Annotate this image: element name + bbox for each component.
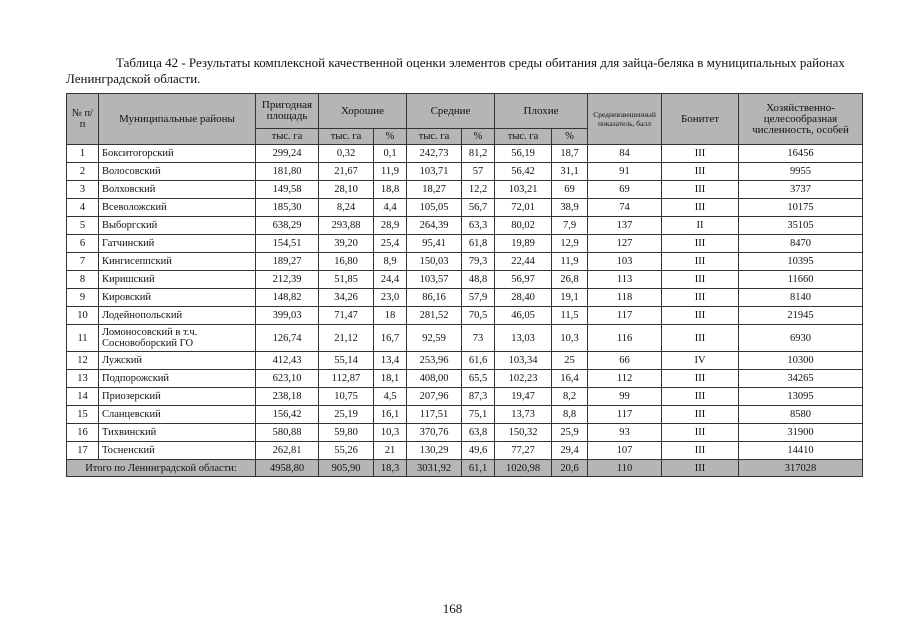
good-pct: 18	[374, 307, 407, 325]
score: 118	[588, 289, 662, 307]
row-num: 2	[67, 163, 99, 181]
good-area: 293,88	[319, 217, 374, 235]
good-area: 55,26	[319, 442, 374, 460]
table-row	[67, 289, 863, 307]
district-name: Ломоносовский в т.ч. Сосновоборский ГО	[99, 325, 256, 352]
header-economic: Хозяйственно-целесообразная численность, особей	[739, 94, 863, 145]
good-pct: 4,5	[374, 388, 407, 406]
good-pct: 24,4	[374, 271, 407, 289]
district-name: Кингисеппский	[99, 253, 256, 271]
bad-area: 19,89	[495, 235, 552, 253]
good-area: 71,47	[319, 307, 374, 325]
district-name: Лужский	[99, 352, 256, 370]
bonitet: III	[662, 181, 739, 199]
suitable-area: 412,43	[256, 352, 319, 370]
bad-area: 19,47	[495, 388, 552, 406]
economic-count: 9955	[739, 163, 863, 181]
bonitet: III	[662, 235, 739, 253]
medium-area: 103,57	[407, 271, 462, 289]
bad-pct: 18,7	[552, 145, 588, 163]
medium-pct: 56,7	[462, 199, 495, 217]
district-name: Гатчинский	[99, 235, 256, 253]
medium-pct: 65,5	[462, 370, 495, 388]
table-row	[67, 442, 863, 460]
header-score: Средневзвешенный показатель, балл	[588, 94, 662, 145]
score: 112	[588, 370, 662, 388]
suitable-area: 148,82	[256, 289, 319, 307]
header-good: Хорошие	[319, 94, 407, 129]
district-name: Приозерский	[99, 388, 256, 406]
district-name: Всеволожский	[99, 199, 256, 217]
economic-count: 13095	[739, 388, 863, 406]
district-name: Кировский	[99, 289, 256, 307]
total-good-pct: 18,3	[374, 460, 407, 477]
header-bad: Плохие	[495, 94, 588, 129]
score: 127	[588, 235, 662, 253]
medium-area: 86,16	[407, 289, 462, 307]
bad-area: 56,19	[495, 145, 552, 163]
district-name: Тихвинский	[99, 424, 256, 442]
score: 66	[588, 352, 662, 370]
table-row	[67, 352, 863, 370]
medium-area: 150,03	[407, 253, 462, 271]
medium-pct: 61,8	[462, 235, 495, 253]
bad-area: 150,32	[495, 424, 552, 442]
good-area: 0,32	[319, 145, 374, 163]
suitable-area: 189,27	[256, 253, 319, 271]
bonitet: III	[662, 370, 739, 388]
row-num: 17	[67, 442, 99, 460]
header-medium: Средние	[407, 94, 495, 129]
table-row	[67, 235, 863, 253]
bad-pct: 7,9	[552, 217, 588, 235]
bad-area: 28,40	[495, 289, 552, 307]
row-num: 12	[67, 352, 99, 370]
row-num: 10	[67, 307, 99, 325]
good-pct: 4,4	[374, 199, 407, 217]
total-bad-pct: 20,6	[552, 460, 588, 477]
habitat-assessment-table	[66, 93, 863, 477]
medium-area: 18,27	[407, 181, 462, 199]
score: 107	[588, 442, 662, 460]
medium-pct: 57,9	[462, 289, 495, 307]
good-pct: 13,4	[374, 352, 407, 370]
medium-area: 117,51	[407, 406, 462, 424]
suitable-area: 156,42	[256, 406, 319, 424]
good-area: 51,85	[319, 271, 374, 289]
suitable-area: 399,03	[256, 307, 319, 325]
bad-area: 22,44	[495, 253, 552, 271]
suitable-area: 262,81	[256, 442, 319, 460]
good-pct: 16,1	[374, 406, 407, 424]
medium-area: 242,73	[407, 145, 462, 163]
economic-count: 8140	[739, 289, 863, 307]
bad-pct: 11,5	[552, 307, 588, 325]
bad-area: 103,21	[495, 181, 552, 199]
medium-area: 264,39	[407, 217, 462, 235]
medium-area: 95,41	[407, 235, 462, 253]
row-num: 5	[67, 217, 99, 235]
row-num: 14	[67, 388, 99, 406]
suitable-area: 154,51	[256, 235, 319, 253]
unit-med-area: тыс. га	[407, 129, 462, 145]
bad-pct: 31,1	[552, 163, 588, 181]
table-row	[67, 181, 863, 199]
score: 91	[588, 163, 662, 181]
medium-area: 92,59	[407, 325, 462, 352]
good-pct: 21	[374, 442, 407, 460]
bad-pct: 8,8	[552, 406, 588, 424]
suitable-area: 181,80	[256, 163, 319, 181]
bad-area: 56,97	[495, 271, 552, 289]
bad-pct: 69	[552, 181, 588, 199]
suitable-area: 299,24	[256, 145, 319, 163]
good-area: 28,10	[319, 181, 374, 199]
score: 113	[588, 271, 662, 289]
bad-area: 46,05	[495, 307, 552, 325]
table-row	[67, 370, 863, 388]
header-district: Муниципальные районы	[99, 94, 256, 145]
medium-area: 370,76	[407, 424, 462, 442]
medium-area: 207,96	[407, 388, 462, 406]
bonitet: III	[662, 325, 739, 352]
score: 103	[588, 253, 662, 271]
bonitet: III	[662, 406, 739, 424]
bad-area: 56,42	[495, 163, 552, 181]
good-pct: 10,3	[374, 424, 407, 442]
total-label: Итого по Ленинградской области:	[67, 460, 256, 477]
district-name: Подпорожский	[99, 370, 256, 388]
unit-area: тыс. га	[256, 129, 319, 145]
total-bonitet: III	[662, 460, 739, 477]
good-area: 39,20	[319, 235, 374, 253]
economic-count: 34265	[739, 370, 863, 388]
economic-count: 16456	[739, 145, 863, 163]
unit-med-pct: %	[462, 129, 495, 145]
bad-pct: 26,8	[552, 271, 588, 289]
good-area: 34,26	[319, 289, 374, 307]
table-row	[67, 145, 863, 163]
page-number: 168	[442, 601, 463, 616]
score: 117	[588, 406, 662, 424]
table-row	[67, 307, 863, 325]
medium-pct: 57	[462, 163, 495, 181]
row-num: 1	[67, 145, 99, 163]
caption-line-2: Ленинградской области.	[66, 71, 201, 86]
total-med-area: 3031,92	[407, 460, 462, 477]
good-pct: 11,9	[374, 163, 407, 181]
caption-line-1: Таблица 42 - Результаты комплексной качественной оценки элементов среды обитания для зайца-беляка в муниципальных районах	[116, 55, 845, 70]
header-bonitet: Бонитет	[662, 94, 739, 145]
table-row	[67, 253, 863, 271]
good-area: 21,67	[319, 163, 374, 181]
table-row	[67, 199, 863, 217]
score: 84	[588, 145, 662, 163]
score: 93	[588, 424, 662, 442]
bad-pct: 19,1	[552, 289, 588, 307]
district-name: Тосненский	[99, 442, 256, 460]
good-area: 21,12	[319, 325, 374, 352]
medium-area: 281,52	[407, 307, 462, 325]
bad-area: 102,23	[495, 370, 552, 388]
table-body	[67, 145, 863, 460]
suitable-area: 126,74	[256, 325, 319, 352]
good-pct: 8,9	[374, 253, 407, 271]
economic-count: 3737	[739, 181, 863, 199]
total-bad-area: 1020,98	[495, 460, 552, 477]
score: 99	[588, 388, 662, 406]
economic-count: 10300	[739, 352, 863, 370]
row-num: 13	[67, 370, 99, 388]
good-pct: 16,7	[374, 325, 407, 352]
row-num: 8	[67, 271, 99, 289]
suitable-area: 580,88	[256, 424, 319, 442]
total-economic: 317028	[739, 460, 863, 477]
table-row	[67, 325, 863, 352]
table-row	[67, 217, 863, 235]
economic-count: 10175	[739, 199, 863, 217]
bad-pct: 8,2	[552, 388, 588, 406]
bad-area: 77,27	[495, 442, 552, 460]
economic-count: 8580	[739, 406, 863, 424]
bonitet: III	[662, 253, 739, 271]
row-num: 7	[67, 253, 99, 271]
economic-count: 10395	[739, 253, 863, 271]
medium-pct: 70,5	[462, 307, 495, 325]
economic-count: 31900	[739, 424, 863, 442]
economic-count: 8470	[739, 235, 863, 253]
good-pct: 23,0	[374, 289, 407, 307]
total-med-pct: 61,1	[462, 460, 495, 477]
medium-pct: 49,6	[462, 442, 495, 460]
score: 116	[588, 325, 662, 352]
bad-pct: 29,4	[552, 442, 588, 460]
bad-pct: 25	[552, 352, 588, 370]
bonitet: III	[662, 307, 739, 325]
unit-good-area: тыс. га	[319, 129, 374, 145]
bad-area: 13,73	[495, 406, 552, 424]
total-good-area: 905,90	[319, 460, 374, 477]
medium-pct: 61,6	[462, 352, 495, 370]
total-row	[67, 460, 863, 477]
bonitet: III	[662, 145, 739, 163]
bad-area: 72,01	[495, 199, 552, 217]
table-row	[67, 271, 863, 289]
district-name: Сланцевский	[99, 406, 256, 424]
district-name: Выборгский	[99, 217, 256, 235]
row-num: 11	[67, 325, 99, 352]
bonitet: III	[662, 424, 739, 442]
medium-pct: 63,3	[462, 217, 495, 235]
total-area: 4958,80	[256, 460, 319, 477]
district-name: Волховский	[99, 181, 256, 199]
header-suitable: Пригодная площадь	[256, 94, 319, 129]
medium-area: 105,05	[407, 199, 462, 217]
bad-pct: 16,4	[552, 370, 588, 388]
good-pct: 28,9	[374, 217, 407, 235]
header-num: № п/п	[67, 94, 99, 145]
suitable-area: 149,58	[256, 181, 319, 199]
suitable-area: 238,18	[256, 388, 319, 406]
good-area: 16,80	[319, 253, 374, 271]
row-num: 15	[67, 406, 99, 424]
row-num: 16	[67, 424, 99, 442]
suitable-area: 638,29	[256, 217, 319, 235]
good-area: 55,14	[319, 352, 374, 370]
row-num: 4	[67, 199, 99, 217]
medium-area: 103,71	[407, 163, 462, 181]
bad-area: 103,34	[495, 352, 552, 370]
row-num: 9	[67, 289, 99, 307]
economic-count: 35105	[739, 217, 863, 235]
medium-pct: 12,2	[462, 181, 495, 199]
table-row	[67, 163, 863, 181]
medium-pct: 81,2	[462, 145, 495, 163]
economic-count: 6930	[739, 325, 863, 352]
bonitet: III	[662, 442, 739, 460]
economic-count: 14410	[739, 442, 863, 460]
suitable-area: 212,39	[256, 271, 319, 289]
district-name: Лодейнопольский	[99, 307, 256, 325]
district-name: Волосовский	[99, 163, 256, 181]
bonitet: III	[662, 199, 739, 217]
bad-pct: 38,9	[552, 199, 588, 217]
total-score: 110	[588, 460, 662, 477]
medium-pct: 73	[462, 325, 495, 352]
medium-pct: 63,8	[462, 424, 495, 442]
bad-area: 80,02	[495, 217, 552, 235]
medium-pct: 48,8	[462, 271, 495, 289]
suitable-area: 185,30	[256, 199, 319, 217]
unit-bad-pct: %	[552, 129, 588, 145]
unit-bad-area: тыс. га	[495, 129, 552, 145]
good-area: 112,87	[319, 370, 374, 388]
medium-pct: 79,3	[462, 253, 495, 271]
medium-area: 253,96	[407, 352, 462, 370]
good-area: 10,75	[319, 388, 374, 406]
table-row	[67, 406, 863, 424]
suitable-area: 623,10	[256, 370, 319, 388]
bad-area: 13,03	[495, 325, 552, 352]
good-area: 25,19	[319, 406, 374, 424]
row-num: 3	[67, 181, 99, 199]
score: 137	[588, 217, 662, 235]
good-pct: 18,1	[374, 370, 407, 388]
district-name: Киришский	[99, 271, 256, 289]
bonitet: II	[662, 217, 739, 235]
score: 69	[588, 181, 662, 199]
good-pct: 18,8	[374, 181, 407, 199]
good-pct: 0,1	[374, 145, 407, 163]
bad-pct: 10,3	[552, 325, 588, 352]
good-pct: 25,4	[374, 235, 407, 253]
bonitet: III	[662, 271, 739, 289]
economic-count: 21945	[739, 307, 863, 325]
district-name: Бокситогорский	[99, 145, 256, 163]
table-caption	[66, 55, 862, 87]
bonitet: III	[662, 289, 739, 307]
medium-area: 408,00	[407, 370, 462, 388]
medium-pct: 75,1	[462, 406, 495, 424]
unit-good-pct: %	[374, 129, 407, 145]
bad-pct: 25,9	[552, 424, 588, 442]
score: 117	[588, 307, 662, 325]
table-row	[67, 388, 863, 406]
economic-count: 11660	[739, 271, 863, 289]
bad-pct: 12,9	[552, 235, 588, 253]
bonitet: IV	[662, 352, 739, 370]
medium-area: 130,29	[407, 442, 462, 460]
row-num: 6	[67, 235, 99, 253]
medium-pct: 87,3	[462, 388, 495, 406]
score: 74	[588, 199, 662, 217]
bonitet: III	[662, 388, 739, 406]
table-row	[67, 424, 863, 442]
good-area: 8,24	[319, 199, 374, 217]
good-area: 59,80	[319, 424, 374, 442]
bonitet: III	[662, 163, 739, 181]
bad-pct: 11,9	[552, 253, 588, 271]
